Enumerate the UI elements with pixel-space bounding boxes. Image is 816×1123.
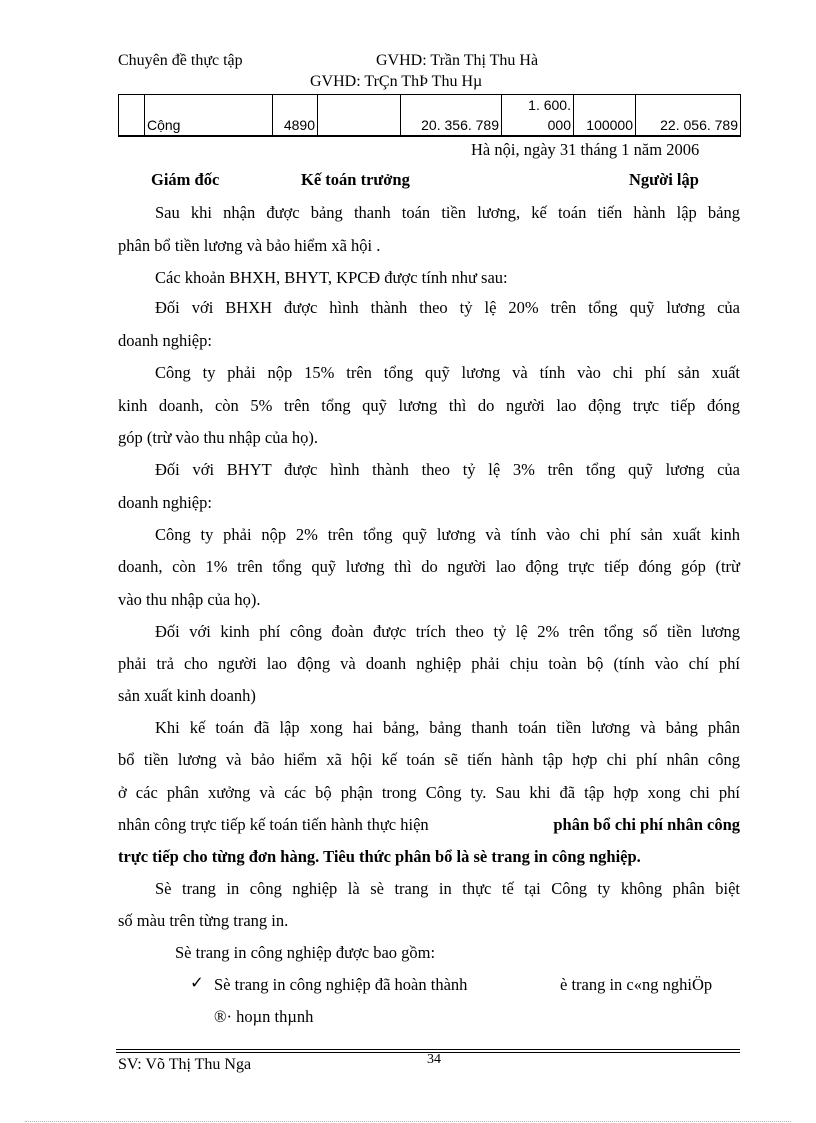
date-line: Hà nội, ngày 31 tháng 1 năm 2006 (471, 140, 700, 159)
signature-chief-accountant: Kế toán trưởng (301, 170, 410, 189)
text-line-19: ở các phân xưởng và các bộ phận trong Công ty. Sau khi đã tập hợp xong chi phí (118, 783, 740, 802)
bullet-text-b: è trang in c«ng nghiÖp (560, 975, 713, 994)
text-line-20-bold: phân bổ chi phí nhân công (553, 815, 740, 834)
text-line-11: Công ty phải nộp 2% trên tổng quỹ lương và tính vào chi phí sản xuất kinh (155, 525, 740, 544)
text-line-14: Đối với kinh phí công đoàn được trích theo tỷ lệ 2% trên tổng số tiền lương (155, 622, 740, 641)
table-cell-label: Cộng (145, 95, 273, 137)
footer-rule-top (116, 1049, 740, 1050)
text-line-26: ®· hoµn thµnh (214, 1007, 314, 1026)
text-line-21: trực tiếp cho từng đơn hàng. Tiêu thức phân bổ là sè trang in công nghiệp. (118, 847, 641, 866)
text-line-10: doanh nghiệp: (118, 493, 212, 512)
table-cell-count: 4890 (273, 95, 318, 137)
table-cell-total: 22. 056. 789 (636, 95, 741, 137)
table-cell-bonus-line1: 1. 600. (528, 97, 571, 113)
text-line-17: Khi kế toán đã lập xong hai bảng, bảng thanh toán tiền lương và bảng phân (155, 718, 740, 737)
table-cell-salary: 20. 356. 789 (401, 95, 502, 137)
signature-director: Giám đốc (151, 170, 220, 189)
table-cell-bonus (502, 95, 574, 137)
text-line-6: Công ty phải nộp 15% trên tổng quỹ lương và tính vào chi phí sản xuất (155, 363, 740, 382)
page-number: 34 (427, 1052, 441, 1067)
text-line-20 (118, 817, 740, 834)
text-line-2: phân bổ tiền lương và bảo hiểm xã hội . (118, 236, 381, 255)
table-cell-allowance: 100000 (574, 95, 636, 137)
text-line-24: Sè trang in công nghiệp được bao gồm: (175, 943, 436, 962)
text-line-7: kinh doanh, còn 5% trên tổng quỹ lương thì do người lao động trực tiếp đóng (118, 396, 740, 415)
text-line-5: doanh nghiệp: (118, 331, 212, 350)
text-line-12: doanh, còn 1% trên tổng quỹ lương thì do người lao động trực tiếp đóng góp (trừ (118, 557, 740, 576)
text-line-15: phải trả cho người lao động và doanh nghiệp phải chịu toàn bộ (tính vào chí phí (118, 654, 740, 673)
text-line-13: vào thu nhập của họ). (118, 590, 261, 609)
signature-preparer: Người lập (629, 170, 699, 189)
footer-student: SV: Võ Thị Thu Nga (118, 1056, 252, 1073)
text-line-1: Sau khi nhận được bảng thanh toán tiền lương, kế toán tiến hành lập bảng (155, 203, 740, 222)
text-line-3: Các khoản BHXH, BHYT, KPCĐ được tính như sau: (155, 268, 508, 287)
table-cell-empty (318, 95, 401, 137)
text-line-22: Sè trang in công nghiệp là sè trang in thực tế tại Công ty không phân biệt (155, 879, 740, 898)
bullet-text-a: Sè trang in công nghiệp đã hoàn thành (214, 975, 468, 994)
text-line-16: sản xuất kinh doanh) (118, 686, 256, 705)
text-line-9: Đối với BHYT được hình thành theo tỷ lệ 3% trên tổng quỹ lương của (155, 460, 740, 479)
text-line-4: Đối với BHXH được hình thành theo tỷ lệ 20% trên tổng quỹ lương của (155, 298, 740, 317)
header-left: Chuyên đề thực tập (118, 52, 243, 69)
page-edge-dotted-line (25, 1121, 791, 1122)
salary-table (118, 94, 741, 137)
table-row-total (119, 95, 741, 137)
table-cell-bonus-line2: 000 (547, 117, 571, 133)
checkmark-icon: ✓ (190, 973, 204, 992)
header-supervisor: GVHD: Trần Thị Thu Hà (376, 52, 539, 69)
text-line-18: bổ tiền lương và bảo hiểm xã hội kế toán sẽ tiến hành tập hợp chi phí nhân công (118, 750, 740, 769)
text-line-23: số màu trên từng trang in. (118, 911, 289, 930)
text-line-20-normal: nhân công trực tiếp kế toán tiến hành thực hiện (118, 815, 429, 834)
table-cell-blank (119, 95, 145, 137)
header-supervisor-garbled: GVHD: TrÇn ThÞ Thu Hµ (310, 73, 483, 90)
text-line-8: góp (trừ vào thu nhập của họ). (118, 428, 319, 447)
